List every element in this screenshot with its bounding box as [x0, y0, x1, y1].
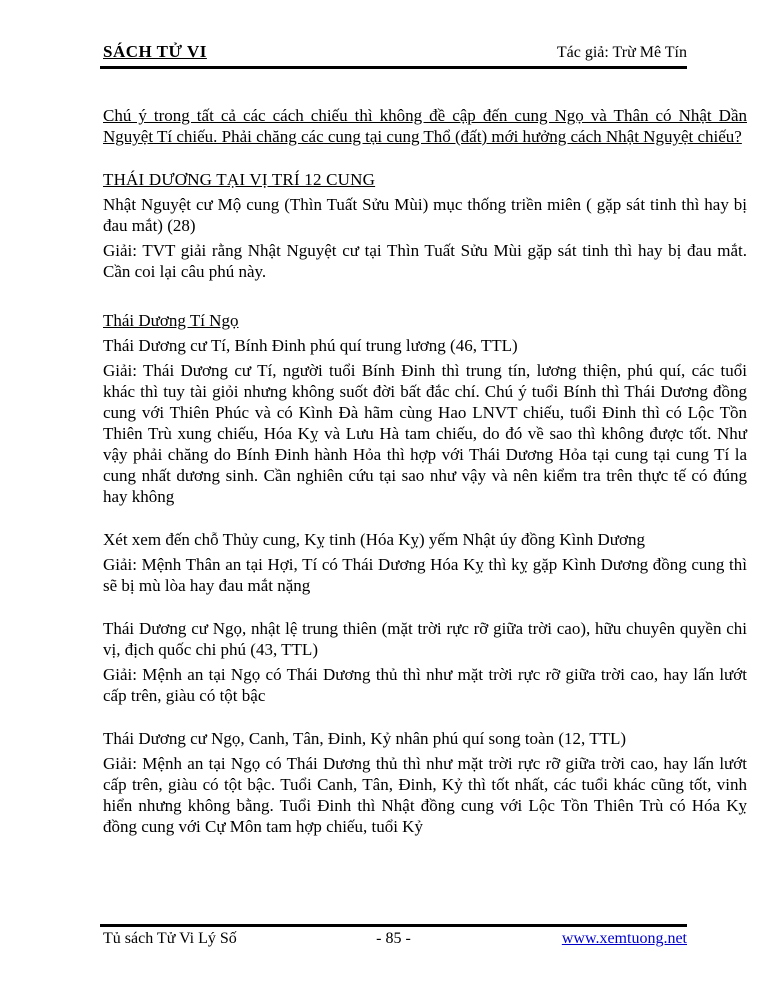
section-heading: THÁI DƯƠNG TẠI VỊ TRÍ 12 CUNG — [103, 170, 376, 189]
explanation: Giải: TVT giải rằng Nhật Nguyệt cư tại Thìn Tuất Sửu Mùi gặp sát tinh thì hay bị đau mắt. Cần coi lại câu phú này. — [103, 241, 747, 281]
verse-quote: Thái Dương cư Tí, Bính Đinh phú quí trung lương (46, TTL) — [103, 336, 518, 355]
header-book-title: SÁCH TỬ VI — [103, 42, 207, 61]
verse-quote: Xét xem đến chỗ Thủy cung, Kỵ tinh (Hóa Kỵ) yếm Nhật úy đồng Kình Dương — [103, 530, 645, 549]
page-header — [0, 0, 765, 62]
footer-page-number: - 85 - — [376, 930, 411, 947]
footer-website-link[interactable]: www.xemtuong.net — [561, 930, 687, 947]
verse-quote: Nhật Nguyệt cư Mộ cung (Thìn Tuất Sửu Mùi) mục thống triền miên ( gặp sát tinh thì hay bị đau mắt) (28) — [103, 195, 747, 235]
footer-link-cell — [491, 929, 687, 949]
page-body — [103, 105, 747, 837]
explanation: Giải: Mệnh an tại Ngọ có Thái Dương thủ thì như mặt trời rực rỡ giữa trời cao, hay lấn lướt cấp trên, giàu có tột bậc — [103, 665, 747, 705]
verse-quote: Thái Dương cư Ngọ, nhật lệ trung thiên (mặt trời rực rỡ giữa trời cao), hữu chuyên quyền chi vị, địch quốc chi phú (43, TTL) — [103, 619, 747, 659]
explanation: Giải: Mệnh Thân an tại Hợi, Tí có Thái Dương Hóa Kỵ thì kỵ gặp Kình Dương đồng cung thì sẽ bị mù lòa hay đau mắt nặng — [103, 555, 747, 595]
intro-note: Chú ý trong tất cả các cách chiếu thì không đề cập đến cung Ngọ và Thân có Nhật Dần Nguyệt Tí chiếu. Phải chăng các cung tại cung Thổ (đất) mới hưởng cách Nhật Nguyệt chiếu? — [103, 106, 747, 146]
footer-rule — [100, 924, 687, 927]
subsection-heading: Thái Dương Tí Ngọ — [103, 311, 239, 330]
explanation: Giải: Mệnh an tại Ngọ có Thái Dương thủ thì như mặt trời rực rỡ giữa trời cao, hay lấn lướt cấp trên, giàu có tột bậc. Tuổi Canh, Tân, Đinh, Kỷ thì tốt nhất, các tuổi khác cũng tốt, vinh hiển nhưng không bằng. Tuổi Đinh thì Nhật đồng cung với Lộc Tồn Thiên Trù có Hóa Kỵ đồng cung với Cự Môn tam hợp chiếu, tuổi Kỷ — [103, 754, 747, 836]
footer-series-title: Tủ sách Tử Vi Lý Số — [103, 930, 237, 947]
page-footer — [100, 929, 687, 949]
header-rule — [100, 66, 687, 69]
explanation: Giải: Thái Dương cư Tí, người tuổi Bính Đinh thì trung tín, lương thiện, phú quí, các tuổi khác thì tuy tài giỏi nhưng không suốt đời bất đắc chí. Chú ý tuổi Bính thì Thái Dương đồng cung với Thiên Phúc và có Kình Đà hãm cùng Hao LNVT chiếu, tuổi Đinh thì có Lộc Tồn Thiên Trù xung chiếu, Hóa Kỵ và Lưu Hà tam chiếu, do đó về sao thì không được tốt. Như vậy phải chăng do Bính Đinh hành Hỏa thì hợp với Thái Dương Hỏa tại cung tại cung Tí la cung nhất dương sinh. Cần nghiên cứu tại sao như vậy và nên kiểm tra trên thực tế có đúng hay không — [103, 361, 747, 506]
header-author: Tác giả: Trừ Mê Tín — [556, 44, 687, 61]
verse-quote: Thái Dương cư Ngọ, Canh, Tân, Đinh, Kỷ nhân phú quí song toàn (12, TTL) — [103, 729, 627, 748]
